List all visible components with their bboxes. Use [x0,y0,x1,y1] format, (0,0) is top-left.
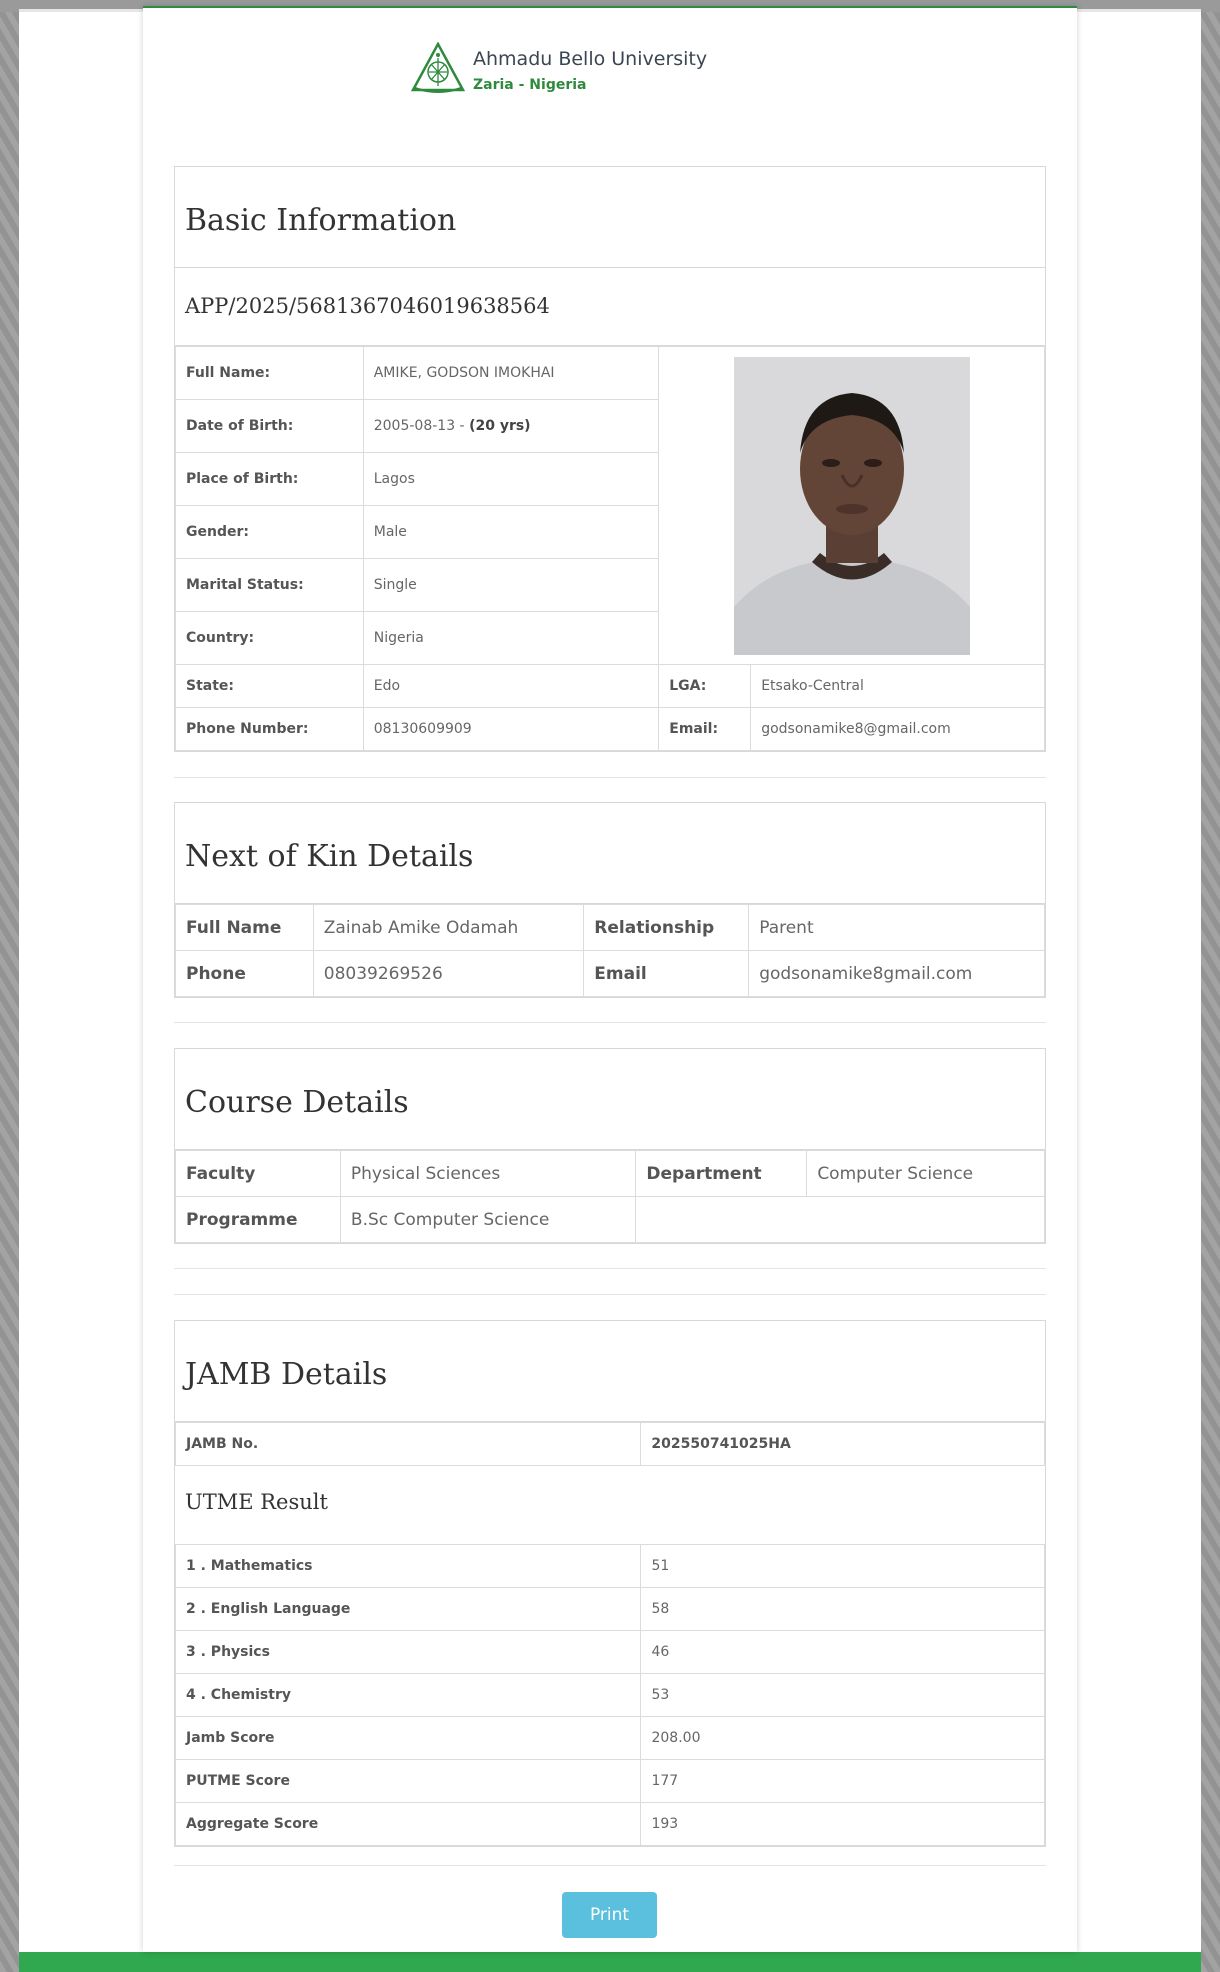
table-row [176,1674,1045,1717]
dob-value [363,400,659,453]
background-right-pattern [1201,0,1220,1972]
gender-value: Male [363,506,659,559]
divider [174,1268,1046,1269]
kin-relationship-label: Relationship [584,905,749,951]
kin-phone-label: Phone [176,951,314,997]
course-details-section [174,1048,1046,1244]
table-row [176,1803,1045,1846]
state-value: Edo [363,665,659,708]
course-details-table [175,1150,1045,1243]
phone-value: 08130609909 [363,708,659,751]
score-value: 51 [641,1545,1045,1588]
programme-value: B.Sc Computer Science [340,1197,636,1243]
table-row [176,1545,1045,1588]
table-row [176,1423,1045,1466]
next-of-kin-table [175,904,1045,997]
table-row [176,347,1045,400]
print-button[interactable]: Print [562,1892,657,1938]
table-row [176,665,1045,708]
gender-label: Gender: [176,506,364,559]
subject-label: Jamb Score [176,1717,641,1760]
email-label: Email: [659,708,751,751]
utme-result-table [175,1544,1045,1846]
kin-full-name-value: Zainab Amike Odamah [313,905,584,951]
table-row [176,1151,1045,1197]
basic-information-section [174,166,1046,752]
table-row [176,1760,1045,1803]
jamb-details-section [174,1320,1046,1847]
table-row [176,951,1045,997]
table-row [176,1717,1045,1760]
marital-status-value: Single [363,559,659,612]
marital-status-label: Marital Status: [176,559,364,612]
department-value: Computer Science [807,1151,1045,1197]
jamb-number-label: JAMB No. [176,1423,641,1466]
kin-email-label: Email [584,951,749,997]
application-number: APP/2025/5681367046019638564 [175,268,1045,346]
jamb-number-value: 202550741025HA [641,1423,1045,1466]
kin-email-value: godsonamike8gmail.com [749,951,1045,997]
section-title: Course Details [175,1049,1045,1150]
score-value: 193 [641,1803,1045,1846]
lga-value: Etsako-Central [751,665,1045,708]
programme-label: Programme [176,1197,341,1243]
subject-label: 2 . English Language [176,1588,641,1631]
score-value: 46 [641,1631,1045,1674]
department-label: Department [636,1151,807,1197]
dob-date: 2005-08-13 - [373,418,470,434]
section-title: JAMB Details [175,1321,1045,1422]
jamb-number-table [175,1422,1045,1466]
footer-bar [19,1952,1201,1972]
full-name-value: AMIKE, GODSON IMOKHAI [363,347,659,400]
table-row [176,1631,1045,1674]
table-row [176,905,1045,951]
score-value: 177 [641,1760,1045,1803]
utme-result-title: UTME Result [185,1490,328,1514]
faculty-value: Physical Sciences [340,1151,636,1197]
section-title: Next of Kin Details [175,803,1045,904]
score-value: 208.00 [641,1717,1045,1760]
kin-relationship-value: Parent [749,905,1045,951]
university-header [411,42,811,102]
state-label: State: [176,665,364,708]
full-name-label: Full Name: [176,347,364,400]
section-title: Basic Information [175,167,1045,268]
subject-label: Aggregate Score [176,1803,641,1846]
university-location: Zaria - Nigeria [473,77,587,93]
next-of-kin-section [174,802,1046,998]
basic-info-table [175,346,1045,751]
photo-cell [659,347,1045,665]
age-value: (20 yrs) [469,418,531,434]
subject-label: 4 . Chemistry [176,1674,641,1717]
score-value: 53 [641,1674,1045,1717]
subject-label: PUTME Score [176,1760,641,1803]
background-left-pattern [0,0,19,1972]
applicant-portrait-image [734,357,970,655]
subject-label: 1 . Mathematics [176,1545,641,1588]
pob-label: Place of Birth: [176,453,364,506]
lga-label: LGA: [659,665,751,708]
applicant-photo [734,357,970,655]
divider [174,777,1046,778]
table-row [176,1197,1045,1243]
kin-full-name-label: Full Name [176,905,314,951]
email-value: godsonamike8@gmail.com [751,708,1045,751]
country-value: Nigeria [363,612,659,665]
divider [174,1022,1046,1023]
phone-label: Phone Number: [176,708,364,751]
pob-value: Lagos [363,453,659,506]
divider [174,1865,1046,1866]
table-row [176,708,1045,751]
faculty-label: Faculty [176,1151,341,1197]
kin-phone-value: 08039269526 [313,951,584,997]
country-label: Country: [176,612,364,665]
subject-label: 3 . Physics [176,1631,641,1674]
dob-label: Date of Birth: [176,400,364,453]
empty-cell [636,1197,1045,1243]
table-row [176,1588,1045,1631]
score-value: 58 [641,1588,1045,1631]
university-logo-icon [411,42,465,94]
university-name: Ahmadu Bello University [473,48,708,70]
divider [174,1294,1046,1295]
